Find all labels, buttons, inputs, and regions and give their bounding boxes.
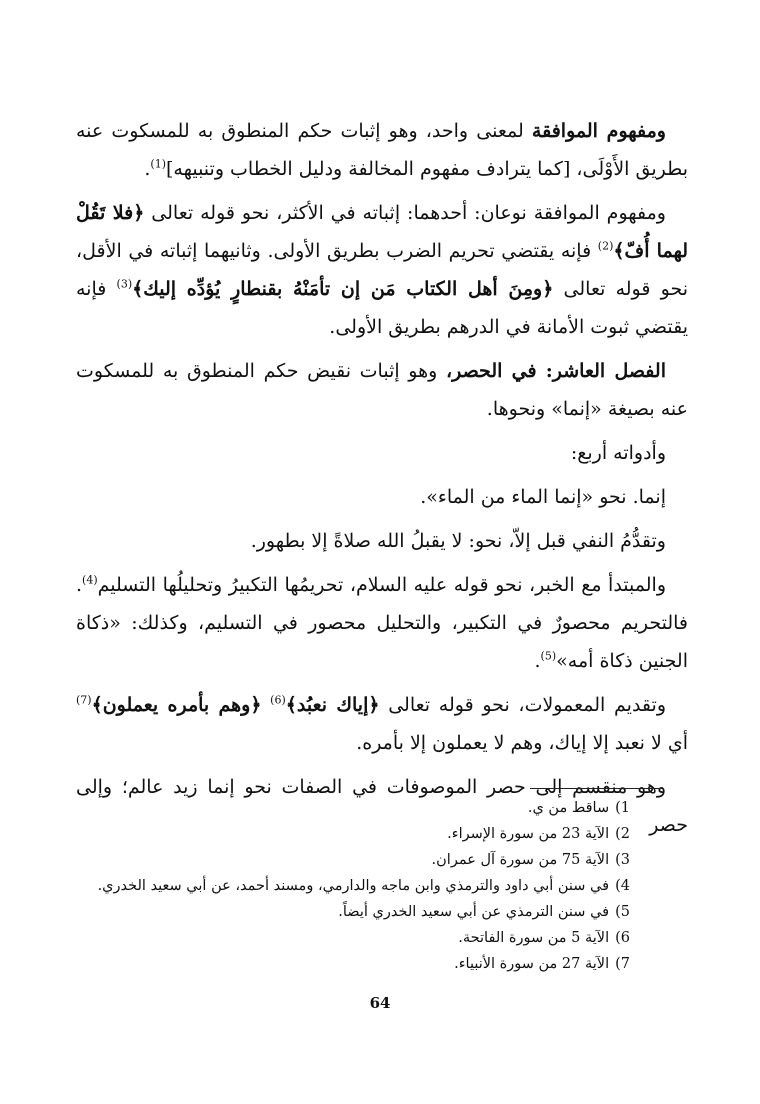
paragraph-text [261, 694, 270, 716]
paragraph-text: وتقديم المعمولات، نحو قوله تعالى [379, 694, 666, 716]
footnote-number: 1) [615, 800, 630, 816]
quran-quote: ﴿ومِنَ أهل الكتاب مَن إن تأمَنْهُ بقنطارٍ يُؤدِّه إليك﴾ [132, 278, 554, 300]
term-heading: ومفهوم الموافقة [531, 120, 666, 142]
paragraph-text: . فالتحريم محصورٌ في التكبير، والتحليل محصور في التسليم، وكذلك: «ذكاة الجنين ذكاة أمه» [76, 574, 688, 672]
paragraph-text: فإنه يقتضي تحريم الضرب بطريق الأولى. وثانيهما إثباته في الأقل، نحو قوله تعالى [76, 240, 688, 300]
paragraph-text: وهو إثبات نقيض حكم المنطوق به للمسكوت عنه بصيغة «إنما» ونحوها. [76, 360, 688, 420]
footnote-item [90, 951, 630, 977]
footnote-text: الآية 27 من سورة الأنبياء. [454, 956, 610, 972]
quran-quote: ﴿إياك نعبُد﴾ [285, 694, 380, 716]
footnote-item [90, 821, 630, 847]
footnote-number: 5) [615, 904, 630, 920]
footnote-ref: (4) [82, 573, 98, 587]
paragraph-8 [76, 686, 688, 762]
footnote-text: الآية 75 من سورة آل عمران. [431, 852, 610, 868]
footnote-ref: (3) [116, 277, 133, 291]
footnote-ref: (2) [597, 239, 614, 253]
footnote-number: 4) [615, 878, 630, 894]
paragraph-1 [76, 112, 688, 188]
paragraph-text: فإنه يقتضي ثبوت الأمانة في الدرهم بطريق الأولى. [76, 278, 688, 338]
paragraph-text: ومفهوم الموافقة نوعان: أحدهما: إثباته في الأكثر، نحو قوله تعالى [144, 202, 666, 224]
footnote-text: في سنن الترمذي عن أبي سعيد الخدري أيضاً. [338, 904, 610, 920]
footnote-item [90, 899, 630, 925]
footnote-ref: (7) [76, 693, 92, 707]
paragraph-9: وهو منقسم إلى حصر الموصوفات في الصفات نحو إنما زيد عالم؛ وإلى حصر [76, 776, 688, 836]
page-number: 64 [369, 994, 391, 1012]
footnote-item [90, 795, 630, 821]
paragraph-3 [76, 352, 688, 428]
footnote-text: في سنن أبي داود والترمذي وابن ماجه والدارمي، ومسند أحمد، عن أبي سعيد الخدري. [97, 878, 610, 894]
paragraph-5: إنما. نحو «إنما الماء من الماء». [420, 486, 666, 508]
footnote-ref: (1) [150, 157, 166, 171]
footnote-number: 2) [615, 826, 630, 842]
quran-quote: ﴿وهم بأمره يعملون﴾ [91, 694, 262, 716]
paragraph-text: . [144, 158, 151, 180]
paragraph-text: والمبتدأ مع الخبر، نحو قوله عليه السلام، تحريمُها التكبيرُ وتحليلُها التسليم [97, 574, 666, 596]
paragraph-text: أي لا نعبد إلا إياك، وهم لا يعملون إلا بأمره. [356, 732, 688, 754]
footnote-ref: (5) [540, 649, 557, 663]
footnote-ref: (6) [270, 693, 286, 707]
footnote-number: 7) [615, 956, 630, 972]
paragraph-text: . [534, 650, 541, 672]
paragraph-7 [76, 566, 688, 680]
paragraph-text: لمعنى واحد، وهو إثبات حكم المنطوق به للمسكوت عنه بطريق الأَوْلَى، [كما يترادف مفهوم المخالفة ودليل الخطاب وتنبيهه] [76, 120, 688, 180]
footnote-item [90, 873, 630, 899]
section-heading: الفصل العاشر: في الحصر، [445, 360, 666, 382]
footnote-text: الآية 23 من سورة الإسراء. [447, 826, 610, 842]
footnote-number: 3) [615, 852, 630, 868]
footnote-text: الآية 5 من سورة الفاتحة. [458, 930, 610, 946]
paragraph-6: وتقدُّمُ النفي قبل إلاّ، نحو: لا يقبلُ الله صلاةً إلا بطهور. [250, 530, 666, 552]
footnote-item [90, 925, 630, 951]
main-text [76, 112, 688, 850]
footnote-number: 6) [615, 930, 630, 946]
footnote-item [90, 847, 630, 873]
footnotes [90, 795, 630, 977]
footnote-text: ساقط من ي. [527, 800, 610, 816]
quran-quote: ﴿فلا تَقُلْ لهما أُفّ﴾ [76, 202, 688, 262]
footnote-divider [530, 788, 662, 789]
paragraph-2 [76, 194, 688, 346]
paragraph-4: وأدواته أربع: [570, 442, 666, 464]
